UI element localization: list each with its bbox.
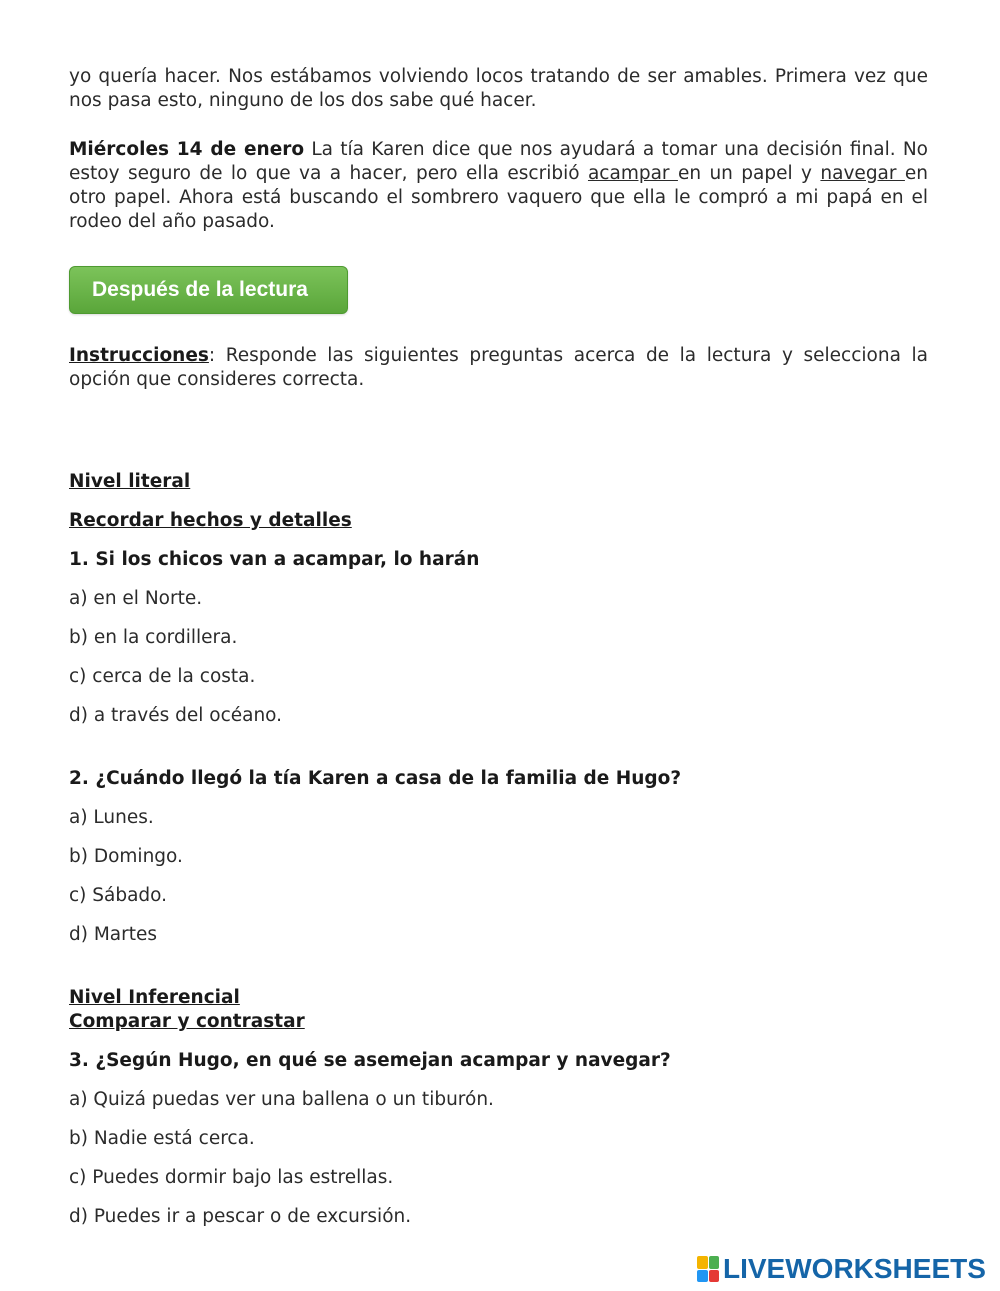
word-navegar: navegar (820, 163, 905, 184)
question-1: 1. Si los chicos van a acampar, lo harán (69, 549, 480, 570)
paragraph-text: La tía Karen dice que nos ayudará a tomar una decisión final. No estoy seguro de lo que va a hacer, pero ella escribió (69, 139, 928, 184)
q2-option-c[interactable]: c) Sábado. (69, 885, 168, 906)
level-literal: Nivel literal (69, 471, 191, 492)
level-inferencial: Nivel Inferencial (69, 987, 240, 1008)
paragraph-continuation: yo quería hacer. Nos estábamos volviendo locos tratando de ser amables. Primera vez que nos pasa esto, ninguno de los dos sabe qué hacer. (69, 66, 928, 111)
q2-option-d[interactable]: d) Martes (69, 924, 158, 945)
logo-text: LIVEWORKSHEETS (723, 1253, 986, 1284)
q3-option-d[interactable]: d) Puedes ir a pescar o de excursión. (69, 1206, 412, 1227)
logo-square-blue (697, 1270, 708, 1283)
instructions (69, 344, 928, 392)
logo-square-yellow (697, 1256, 708, 1269)
section-banner-despues: Después de la lectura (69, 266, 348, 314)
skill-comparar: Comparar y contrastar (69, 1011, 305, 1032)
paragraph-text: en un papel y (677, 163, 821, 184)
q2-option-b[interactable]: b) Domingo. (69, 846, 183, 867)
liveworksheets-logo (697, 1254, 986, 1284)
q1-option-c[interactable]: c) cerca de la costa. (69, 666, 256, 687)
paragraph-wednesday (69, 138, 928, 234)
q1-option-b[interactable]: b) en la cordillera. (69, 627, 238, 648)
q2-option-a[interactable]: a) Lunes. (69, 807, 154, 828)
q3-option-c[interactable]: c) Puedes dormir bajo las estrellas. (69, 1167, 394, 1188)
q3-option-a[interactable]: a) Quizá puedas ver una ballena o un tiburón. (69, 1089, 494, 1110)
q1-option-a[interactable]: a) en el Norte. (69, 588, 203, 609)
question-3: 3. ¿Según Hugo, en qué se asemejan acampar y navegar? (69, 1050, 671, 1071)
word-acampar: acampar (587, 163, 678, 184)
skill-recordar: Recordar hechos y detalles (69, 510, 352, 531)
instructions-label: Instrucciones (69, 345, 209, 366)
date-label: Miércoles 14 de enero (69, 139, 305, 160)
q3-option-b[interactable]: b) Nadie está cerca. (69, 1128, 255, 1149)
instructions-text: : Responde las siguientes preguntas acerca de la lectura y selecciona la opción que consideres correcta. (69, 345, 928, 390)
q1-option-d[interactable]: d) a través del océano. (69, 705, 283, 726)
paragraph-text: en otro papel. Ahora está buscando el sombrero vaquero que ella le compró a mi papá en el rodeo del año pasado. (69, 163, 929, 232)
logo-square-red (709, 1270, 720, 1283)
question-2: 2. ¿Cuándo llegó la tía Karen a casa de la familia de Hugo? (69, 768, 682, 789)
liveworksheets-icon (697, 1256, 719, 1282)
logo-square-green (709, 1256, 720, 1269)
